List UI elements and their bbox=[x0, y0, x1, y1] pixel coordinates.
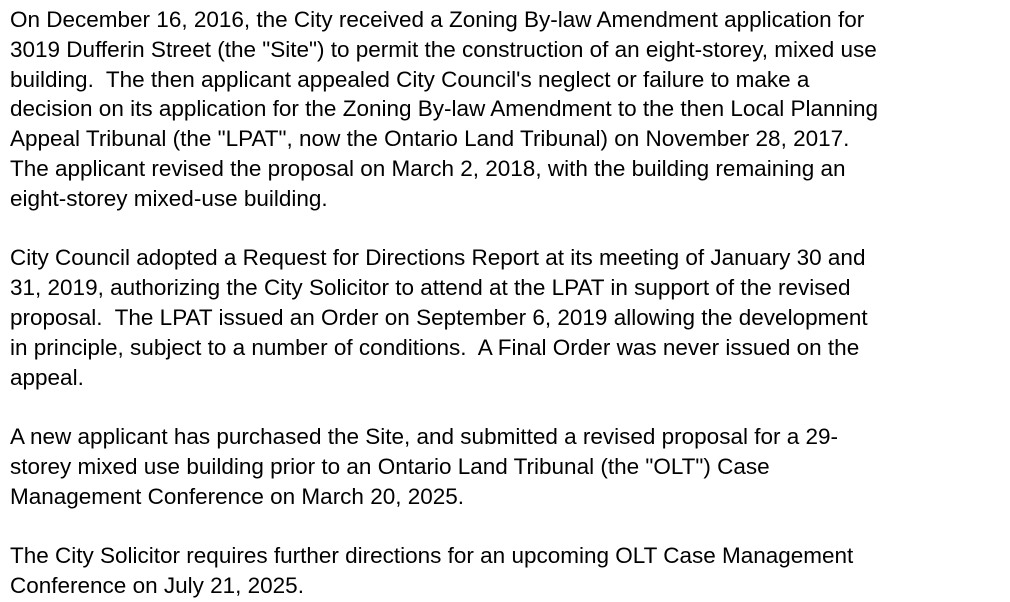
text-line: 31, 2019, authorizing the City Solicitor to attend at the LPAT in support of the revised bbox=[10, 275, 851, 301]
paragraph-background bbox=[10, 5, 1000, 214]
text-line: City Council adopted a Request for Directions Report at its meeting of January 30 and bbox=[10, 245, 866, 271]
text-line: The applicant revised the proposal on March 2, 2018, with the building remaining an bbox=[10, 155, 846, 181]
text-line: Appeal Tribunal (the "LPAT", now the Ontario Land Tribunal) on November 28, 2017. bbox=[10, 126, 850, 152]
text-line: A new applicant has purchased the Site, and submitted a revised proposal for a 29- bbox=[10, 424, 839, 450]
text-line: On December 16, 2016, the City received a Zoning By-law Amendment application for bbox=[10, 7, 865, 32]
text-line: storey mixed use building prior to an Ontario Land Tribunal (the "OLT") Case bbox=[10, 453, 770, 479]
text-line: 3019 Dufferin Street (the "Site") to permit the construction of an eight-storey, mixed use bbox=[10, 36, 877, 62]
text-line: in principle, subject to a number of conditions. A Final Order was never issued on the bbox=[10, 334, 860, 360]
paragraph-new-applicant bbox=[10, 422, 1000, 511]
text-line: building. The then applicant appealed City Council's neglect or failure to make a bbox=[10, 66, 810, 92]
text-line: Management Conference on March 20, 2025. bbox=[10, 483, 465, 509]
text-line: eight-storey mixed-use building. bbox=[10, 185, 328, 211]
text-line: decision on its application for the Zoning By-law Amendment to the then Local Planning bbox=[10, 96, 879, 122]
paragraph-directions-request bbox=[10, 541, 1000, 601]
text-line: proposal. The LPAT issued an Order on September 6, 2019 allowing the development bbox=[10, 304, 868, 330]
text-line: The City Solicitor requires further directions for an upcoming OLT Case Management bbox=[10, 543, 854, 569]
paragraph-council-decision bbox=[10, 243, 1000, 392]
text-line: Conference on July 21, 2025. bbox=[10, 573, 304, 599]
text-line: appeal. bbox=[10, 364, 84, 390]
